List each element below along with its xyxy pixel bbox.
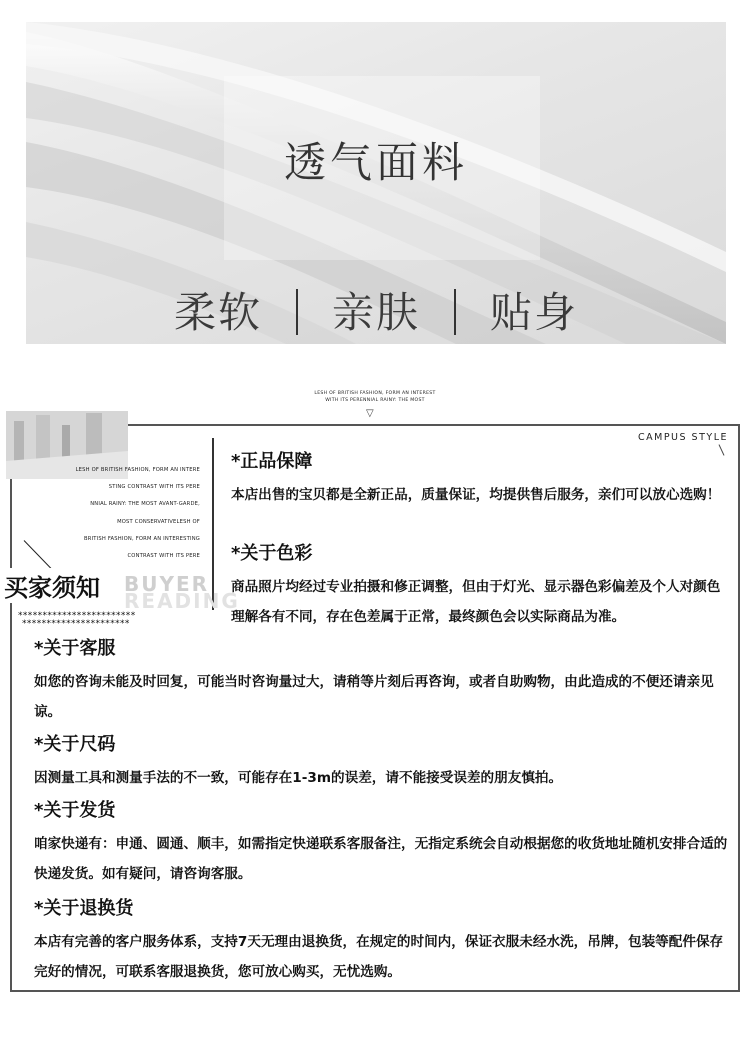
mini-header (250, 390, 500, 404)
banner-tag-fit: 贴身 (490, 288, 579, 337)
section-title: *关于色彩 (231, 543, 313, 564)
section-text: 商品照片均经过专业拍摄和修正调整，但由于灯光、显示器色彩偏差及个人对颜色理解各有不同，存在色差属于正常，最终颜色会以实际商品为准。 (231, 579, 721, 625)
english-line: NNIAL RAINY: THE MOST AVANT-GARDE, (90, 501, 200, 508)
section-title: *关于客服 (34, 638, 116, 659)
english-line: BRITISH FASHION, FORM AN INTERESTING (84, 535, 200, 542)
section-title: *正品保障 (231, 451, 313, 472)
star-divider: ********************** (22, 619, 130, 629)
section-text: 如您的咨询未能及时回复，可能当时咨询量过大，请稍等片刻后再咨询，或者自助购物，由此造成的不便还请亲见谅。 (34, 674, 714, 720)
section-text: 咱家快递有：申通、圆通、顺丰，如需指定快递联系客服备注，无指定系统会自动根据您的收货地址随机安排合适的快递发货。如有疑问，请咨询客服。 (34, 836, 728, 882)
banner-tag-soft: 柔软 (173, 288, 262, 337)
english-line: LESH OF BRITISH FASHION, FORM AN INTERE (75, 467, 200, 473)
banner-title: 透气面料 (283, 138, 468, 187)
section-title: *关于发货 (34, 800, 116, 821)
section-text: 本店有完善的客户服务体系，支持7天无理由退换货，在规定的时间内，保证衣服未经水洗，吊牌，包装等配件保存完好的情况，可联系客服退换货，您可放心购买，无忧选购。 (34, 934, 724, 980)
tag-divider (454, 289, 456, 335)
tag-divider (296, 289, 298, 335)
section-service (34, 637, 730, 727)
section-size (34, 733, 730, 793)
section-title: *关于尺码 (34, 734, 116, 755)
mini-header-line1: LESH OF BRITISH FASHION, FORM AN INTEREST (314, 391, 436, 396)
section-text: 本店出售的宝贝都是全新正品，质量保证，均提供售后服务，亲们可以放心选购！ (231, 487, 721, 503)
down-triangle-icon: ▽ (366, 408, 374, 419)
section-shipping (34, 799, 730, 889)
campus-style-label: CAMPUS STYLE (638, 432, 728, 443)
reading-en-label: READING (124, 589, 240, 613)
section-title: *关于退换货 (34, 898, 134, 919)
english-text-block (60, 462, 200, 565)
banner-tags (26, 280, 726, 340)
english-line: STING CONTRAST WITH ITS PERE (108, 484, 200, 491)
star-divider: ************************ (18, 611, 136, 621)
section-color (231, 542, 731, 632)
banner-tag-skin: 亲肤 (331, 288, 420, 337)
section-authentic (231, 450, 731, 510)
english-line: MOST CONSERVATIVELESH OF (117, 518, 200, 525)
buyer-en-label: BUYER (124, 572, 210, 596)
english-line: CONTRAST WITH ITS PERE (127, 553, 200, 560)
mini-header-line2: WITH ITS PERENNIAL RAINY: THE MOST (325, 398, 425, 403)
fabric-banner (26, 22, 726, 344)
section-text: 因测量工具和测量手法的不一致，可能存在1-3m的误差，请不能接受误差的朋友慎拍。 (34, 770, 563, 786)
buyer-notice-title: 买家须知 (2, 568, 102, 603)
vertical-divider (212, 438, 214, 610)
section-returns (34, 897, 730, 987)
